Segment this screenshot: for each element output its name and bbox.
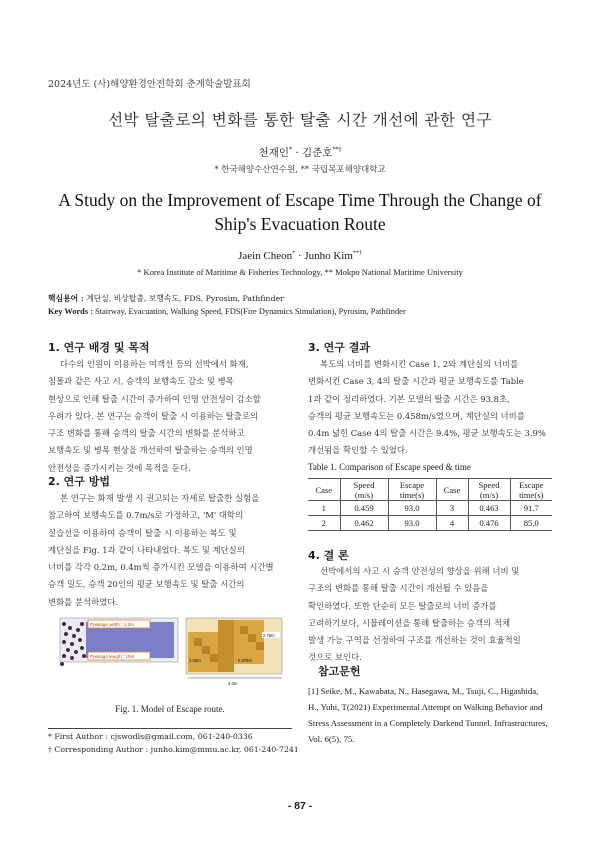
s3-line: 복도의 너비를 변화시킨 Case 1, 2와 계단실의 너비를: [320, 359, 519, 369]
th-escape-time: Escape time(s): [388, 479, 436, 501]
s3-line: 변화시킨 Case 3, 4의 탈출 시간과 평균 보행속도를 Table: [308, 376, 524, 387]
references-list: [308, 683, 552, 747]
th-speed: Speed (m/s): [340, 479, 388, 501]
english-authors: [0, 250, 600, 262]
s1-line: 우려가 있다. 본 연구는 승객이 탈출 시 이용하는 탈출로의: [48, 410, 259, 421]
ref-line: Vol. 6(5), 75.: [308, 734, 355, 744]
en-author-mark-2: **†: [352, 250, 362, 257]
ref-line: [1] Seike, M., Kawabata, N., Hasegawa, M., Tsuji, C., Higashida,: [308, 686, 539, 696]
kw-kr-text: 계단실, 비상탈출, 보행속도, FDS, Pyrosim, Pathfinder: [83, 294, 284, 303]
en-author-2: · Junho Kim: [295, 250, 353, 262]
s4-line: 선박에서의 사고 시 승객 안전성의 향상을 위해 너비 및: [320, 566, 520, 576]
stairway-model: [186, 618, 282, 674]
s3-line: 1과 같이 정리하였다. 기본 모델의 탈출 시간은 93.8초,: [308, 393, 510, 404]
section-4-title: 4. 결 론: [308, 549, 349, 562]
fn2-text: Corresponding Author : junho.kim@mmu.ac.kr, 061-240-7241: [51, 745, 299, 754]
table-cell: 0.476: [468, 516, 510, 531]
section-4-body: [308, 563, 552, 667]
passage-length-label: Passage length : 15m: [90, 654, 135, 659]
table-cell: 2: [308, 516, 340, 531]
author-mark-1: *: [288, 146, 292, 154]
s1-line: 침몰과 같은 사고 시, 승객의 보행속도 감소 및 병목: [48, 376, 234, 387]
s1-line: 보행속도 및 병목 현상을 개선하여 탈출하는 승객의 인명: [48, 445, 253, 456]
figure-1: [58, 614, 288, 688]
figure-1-caption: Fig. 1. Model of Escape route.: [115, 704, 225, 714]
page-number: - 87 -: [287, 800, 313, 812]
s2-line: 참고하여 보행속도를 0.7m/s로 가정하고, 'M' 대학의: [48, 510, 244, 521]
en-author-mark-1: *: [292, 250, 296, 257]
table-1: [308, 478, 552, 531]
section-3-title: 3. 연구 결과: [308, 341, 370, 354]
keywords-korean: [48, 293, 284, 304]
table-1-caption: Table 1. Comparison of Escape speed & time: [308, 462, 471, 472]
korean-affiliation: * 한국해양수산연수원, ** 국립목포해양대학교: [214, 165, 386, 175]
korean-authors: [0, 145, 600, 160]
s2-line: 너비를 각각 0.2m, 0.4m씩 증가시킨 모델을 이용하여 시간별: [48, 562, 274, 573]
table-row: [308, 501, 552, 516]
author-2: · 김준호: [291, 147, 333, 159]
th-case: Case: [308, 479, 340, 501]
escape-route-model: [58, 614, 288, 688]
s2-line: 승객 밀도, 승객 20인의 평균 보행속도 및 탈출 시간의: [48, 579, 245, 590]
table-row: [308, 516, 552, 531]
s3-line: 개선됨을 확인할 수 있었다.: [308, 445, 408, 456]
section-1-title: 1. 연구 배경 및 목적: [48, 341, 150, 354]
footnote-divider: [48, 728, 292, 729]
section-2-title: 2. 연구 방법: [48, 475, 110, 488]
author-mark-2: **†: [332, 146, 342, 154]
footnote-corresponding-author: [48, 745, 299, 754]
s4-line: 발생 가능 구역을 선정하여 구조를 개선하는 것이 효율적일: [308, 635, 521, 646]
fn1-mark: *: [48, 732, 52, 741]
section-2-body: [48, 490, 292, 611]
s1-line: 구조 변화를 통해 승객의 탈출 시간의 변화를 분석하고: [48, 428, 245, 439]
en-author-1: Jaein Cheon: [238, 250, 293, 262]
fn1-text: First Author : cjswodls@gmail.com, 061-240-0336: [51, 732, 253, 741]
table-cell: 91.7: [510, 501, 552, 516]
s1-line: 안전성을 증가시키는 것에 목적을 둔다.: [48, 462, 191, 473]
table-cell: 0.462: [340, 516, 388, 531]
table-cell: 3: [436, 501, 468, 516]
dim-right: 2.75m: [263, 633, 275, 638]
s4-line: 것으로 보인다.: [308, 652, 362, 663]
th-case: Case: [436, 479, 468, 501]
footnote-first-author: [48, 732, 253, 741]
passage-width-label: Passage width : 1.3m: [90, 622, 134, 627]
table-cell: 93.0: [388, 516, 436, 531]
english-title: A Study on the Improvement of Escape Time Through the Change of Ship's Evacuation Route: [58, 190, 542, 234]
table-cell: 1: [308, 501, 340, 516]
s1-line: 현상으로 인해 탈출 시간이 증가하여 인명 안전성이 감소할: [48, 393, 261, 404]
table-cell: 85.0: [510, 516, 552, 531]
s2-line: 본 연구는 화재 발생 시 권고되는 자세로 탈출한 실험을: [60, 493, 260, 503]
table-header-row: [308, 479, 552, 501]
s1-line: 다수의 인원이 이용하는 여객선 등의 선박에서 화재,: [60, 359, 249, 369]
table-cell: 93.0: [388, 501, 436, 516]
s2-line: 계단실을 Fig. 1과 같이 나타내었다. 복도 및 계단실의: [48, 544, 245, 555]
s3-line: 0.4m 넓힌 Case 4의 탈출 시간은 9.4%, 평균 보행속도는 3.9%: [308, 428, 546, 439]
s2-line: 실습선을 이용하여 승객이 탈출 시 이용하는 복도 및: [48, 527, 237, 538]
ref-line: H., Yuhi, T(2021) Experimental Attempt on Walking Behavior and: [308, 702, 543, 712]
section-1-body: [48, 356, 292, 477]
dim-left: 1.00m: [189, 658, 201, 663]
th-escape-time: Escape time(s): [510, 479, 552, 501]
kw-en-label: Key Words :: [48, 307, 93, 316]
keywords-english: [48, 307, 406, 316]
references-title: 참고문헌: [318, 665, 361, 678]
table-cell: 4: [436, 516, 468, 531]
kw-en-text: Stairway, Evacuation, Walking Speed, FDS(Fire Dynamics Simulation), Pyrosim, Pathfinder: [92, 307, 406, 316]
th-speed: Speed (m/s): [468, 479, 510, 501]
table-cell: 0.459: [340, 501, 388, 516]
korean-title: 선박 탈출로의 변화를 통한 탈출 시간 개선에 관한 연구: [108, 111, 492, 129]
kw-kr-label: 핵심용어 :: [48, 294, 84, 303]
ref-line: Stress Assessment in a Completely Darkend Tunnel. Infrastructures,: [308, 718, 548, 728]
english-affiliation: * Korea Institute of Maritime & Fisheries Technology, ** Mokpo National Maritime University: [137, 267, 463, 277]
table-cell: 0.463: [468, 501, 510, 516]
fn2-mark: †: [48, 745, 52, 754]
section-3-body: [308, 356, 552, 460]
s4-line: 고려하기보다, 시뮬레이션을 통해 탈출하는 승객의 적체: [308, 617, 511, 628]
s3-line: 승객의 평균 보행속도는 0.458m/s였으며, 계단실의 너비를: [308, 410, 525, 421]
s4-line: 구조의 변화를 통해 탈출 시간이 개선될 수 있음을: [308, 583, 489, 594]
s2-line: 변화를 분석하였다.: [48, 596, 119, 607]
dim-bottom: 4.3m: [228, 681, 238, 686]
s4-line: 확인하였다. 또한 단순히 모든 탈출로의 너비 증가를: [308, 600, 497, 611]
dim-mid: 0.675m: [238, 658, 252, 663]
author-1: 천재인: [258, 147, 289, 159]
conference-name: 2024년도 (사)해양환경안전학회 춘계학술발표회: [48, 79, 251, 90]
